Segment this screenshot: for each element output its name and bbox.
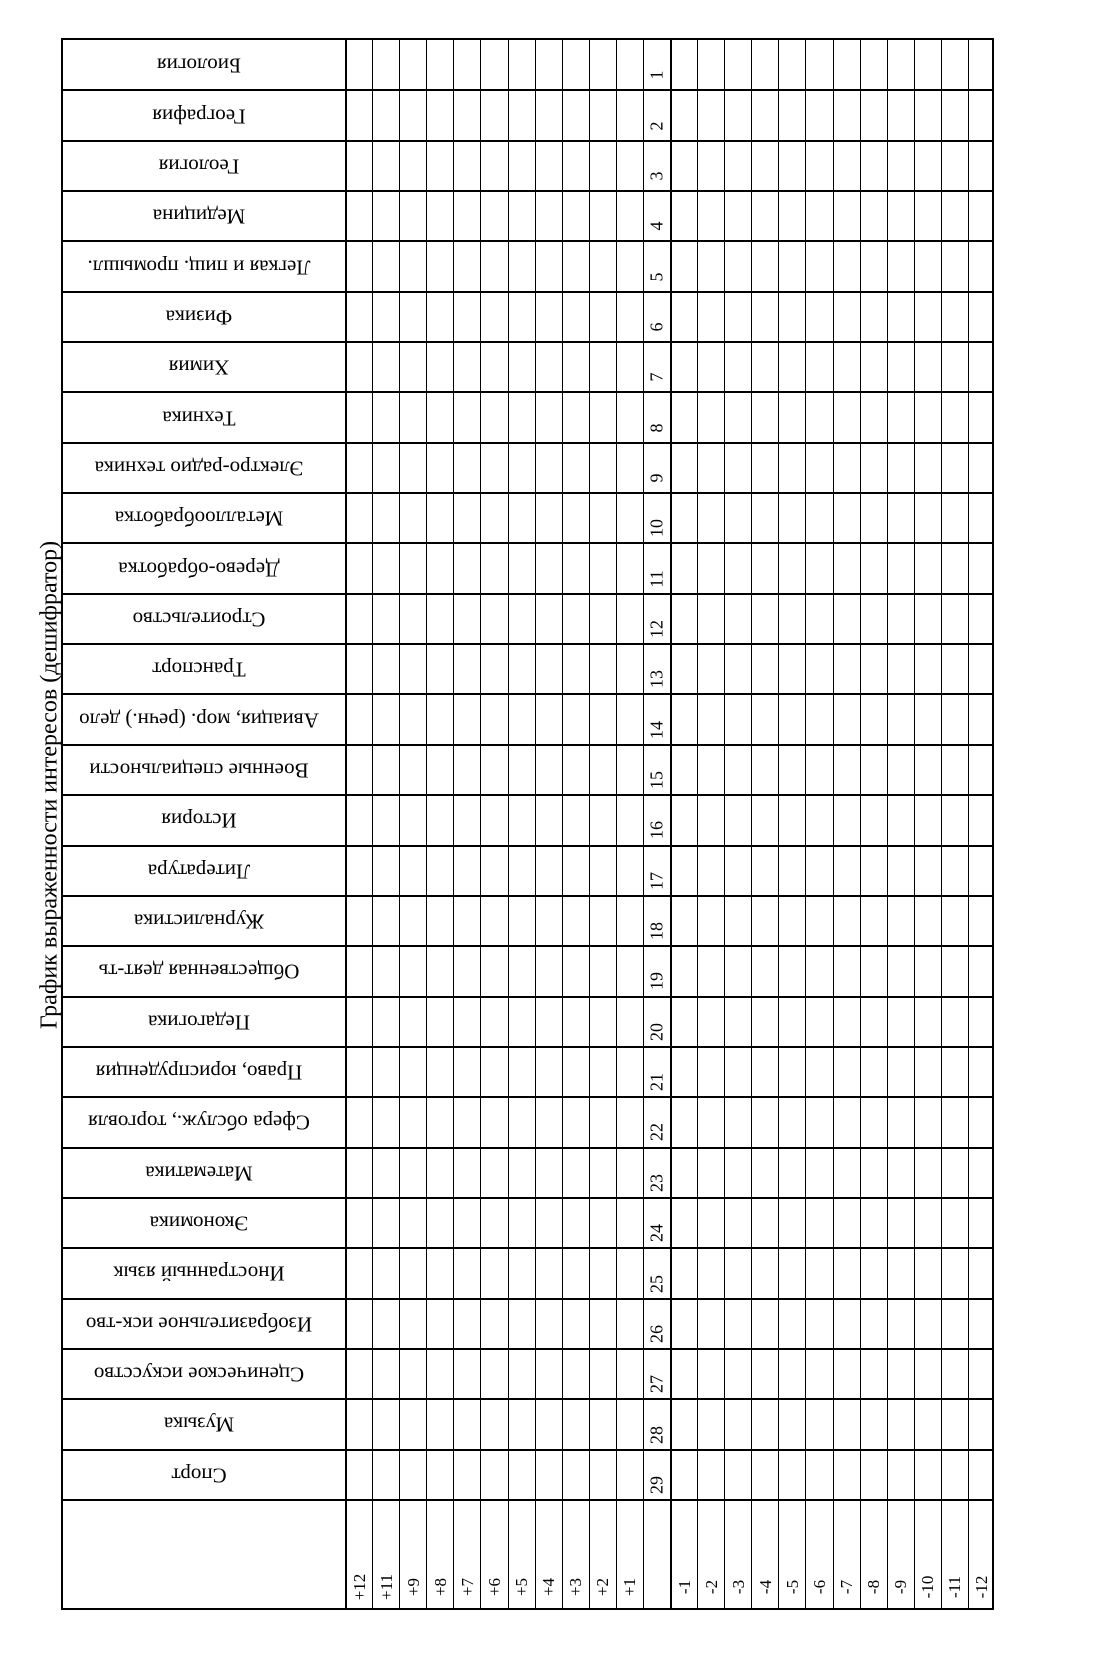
subject-number: 19 [646, 972, 667, 991]
subject-label-cell [63, 493, 346, 543]
subject-number-cell [644, 292, 671, 342]
scale-value-cell [617, 1500, 644, 1612]
column-divider [887, 40, 888, 1608]
subject-label-cell [63, 1148, 346, 1198]
subject-number: 25 [646, 1274, 667, 1293]
subject-number: 24 [646, 1224, 667, 1243]
scale-value-cell [915, 1500, 942, 1612]
subject-label-cell [63, 392, 346, 442]
scale-value-cell [969, 1500, 996, 1612]
scale-value: -10 [918, 1576, 938, 1599]
subject-label: Транспорт [152, 657, 246, 682]
column-divider [399, 40, 400, 1608]
column-divider [616, 40, 617, 1608]
subject-label-cell [63, 1248, 346, 1298]
subject-number-cell [644, 1399, 671, 1449]
scale-value-cell [346, 1500, 373, 1612]
column-divider [480, 40, 481, 1608]
subject-number-cell [644, 40, 671, 90]
subject-label: Строительство [132, 607, 266, 632]
subject-label: Электро-радио техника [94, 456, 304, 481]
subject-number: 10 [646, 519, 667, 538]
scale-value-cell [373, 1500, 400, 1612]
subject-number-cell [644, 1349, 671, 1399]
subject-number: 2 [646, 121, 667, 131]
scale-value: +3 [566, 1578, 586, 1597]
subject-label: Физика [165, 305, 233, 330]
column-divider [805, 40, 806, 1608]
scale-value: -12 [972, 1576, 992, 1599]
subject-number: 17 [646, 871, 667, 890]
subject-label-cell [63, 1047, 346, 1097]
column-divider [453, 40, 454, 1608]
subject-label-cell [63, 644, 346, 694]
subject-number-cell [644, 997, 671, 1047]
subject-number: 11 [646, 570, 667, 588]
scale-value: +1 [620, 1578, 640, 1597]
subject-number-cell [644, 443, 671, 493]
subject-label-cell [63, 846, 346, 896]
subject-number-cell [644, 90, 671, 140]
scale-value: +5 [512, 1578, 532, 1597]
subject-number: 9 [646, 473, 667, 483]
subject-label-cell [63, 745, 346, 795]
subject-label: Химия [168, 355, 230, 380]
subject-number-cell [644, 1047, 671, 1097]
subject-label-cell [63, 141, 346, 191]
subject-label: Военные специальности [89, 758, 309, 783]
subject-label: Сфера обслуж., торговля [87, 1110, 310, 1135]
subject-label-cell [63, 1198, 346, 1248]
subject-number: 1 [646, 70, 667, 80]
scale-value: +8 [430, 1578, 450, 1597]
subject-number: 18 [646, 922, 667, 941]
column-divider [914, 40, 915, 1608]
subject-label: Техника [162, 406, 236, 431]
subject-number-cell [644, 644, 671, 694]
column-divider [372, 40, 373, 1608]
scale-value: +11 [376, 1574, 396, 1601]
scale-value: -11 [945, 1576, 965, 1599]
subject-label: Спорт [171, 1463, 227, 1488]
subject-label: История [161, 808, 237, 833]
subject-number: 27 [646, 1375, 667, 1394]
subject-label-cell [63, 1299, 346, 1349]
scale-value: -2 [701, 1580, 721, 1595]
scale-value: +6 [484, 1578, 504, 1597]
subject-label: Иностранный язык [113, 1261, 285, 1286]
subject-label: Медицина [152, 204, 246, 229]
scale-value-cell [400, 1500, 427, 1612]
scale-value: -1 [674, 1580, 694, 1595]
subject-label: Легкая и пищ. промышл. [87, 255, 311, 280]
subject-label-cell [63, 443, 346, 493]
subject-label-cell [63, 40, 346, 90]
scale-value-cell [481, 1500, 508, 1612]
subject-number-cell [644, 392, 671, 442]
subject-number-cell [644, 896, 671, 946]
scale-value-cell [536, 1500, 563, 1612]
scale-value-cell [509, 1500, 536, 1612]
subject-label-cell [63, 543, 346, 593]
subject-number: 28 [646, 1425, 667, 1444]
scale-value-cell [590, 1500, 617, 1612]
subject-number: 3 [646, 171, 667, 181]
column-divider [941, 40, 942, 1608]
scale-value: +4 [539, 1578, 559, 1597]
column-divider [724, 40, 725, 1608]
subject-number-cell [644, 1450, 671, 1500]
subject-label: География [152, 104, 246, 129]
subject-label-cell [63, 241, 346, 291]
subject-label-cell [63, 342, 346, 392]
subject-number: 6 [646, 322, 667, 332]
column-divider [697, 40, 698, 1608]
subject-number: 8 [646, 423, 667, 433]
subject-label: Общественная деят-ть [98, 959, 300, 984]
subject-label: Биология [156, 53, 241, 78]
subject-label-cell [63, 896, 346, 946]
subject-label: Изобразительное иск-тво [85, 1312, 312, 1337]
subject-label-cell [63, 292, 346, 342]
subject-label: Музыка [163, 1412, 234, 1437]
subject-number-cell [644, 594, 671, 644]
scale-value: -9 [891, 1580, 911, 1595]
scale-value: -7 [837, 1580, 857, 1595]
scale-value: -6 [809, 1580, 829, 1595]
subject-number-cell [644, 745, 671, 795]
column-divider [968, 40, 969, 1608]
interest-chart-grid [61, 38, 994, 1610]
subject-number: 4 [646, 221, 667, 231]
subject-number: 7 [646, 372, 667, 382]
column-divider [589, 40, 590, 1608]
scale-value-cell [427, 1500, 454, 1612]
subject-label-cell [63, 90, 346, 140]
subject-number-cell [644, 1198, 671, 1248]
page-title-text: График выраженности интересов (дешифратор) [36, 540, 63, 1030]
subject-label: Право, юриспруденция [95, 1060, 303, 1085]
subject-number: 22 [646, 1123, 667, 1142]
subject-label: Металлообработка [114, 506, 284, 531]
scale-value-cell [806, 1500, 833, 1612]
subject-number: 16 [646, 821, 667, 840]
scale-value-cell [834, 1500, 861, 1612]
scale-value: -5 [782, 1580, 802, 1595]
subject-label-cell [63, 997, 346, 1047]
scale-value: -4 [755, 1580, 775, 1595]
subject-label-cell [63, 1097, 346, 1147]
scale-value-cell [725, 1500, 752, 1612]
scale-value-cell [644, 1500, 671, 1612]
subject-label-cell [63, 1450, 346, 1500]
subject-label: Педагогика [147, 1010, 250, 1035]
subject-number: 12 [646, 620, 667, 639]
subject-label-cell [63, 1349, 346, 1399]
subject-number-cell [644, 141, 671, 191]
subject-number: 15 [646, 771, 667, 790]
column-divider [426, 40, 427, 1608]
scale-value-cell [861, 1500, 888, 1612]
subject-number-cell [644, 1097, 671, 1147]
scale-value-cell [752, 1500, 779, 1612]
column-divider [833, 40, 834, 1608]
subject-number-cell [644, 191, 671, 241]
subject-label: Литература [147, 859, 251, 884]
subject-label: Экономика [149, 1211, 249, 1236]
subject-number: 5 [646, 272, 667, 282]
scale-value-cell [671, 1500, 698, 1612]
subject-label-cell [63, 191, 346, 241]
subject-number: 14 [646, 720, 667, 739]
subject-number-cell [644, 342, 671, 392]
scale-value-cell [779, 1500, 806, 1612]
subject-label-cell [63, 694, 346, 744]
subject-label-cell [63, 594, 346, 644]
subject-label: Сценическое искусство [93, 1362, 304, 1387]
column-divider [751, 40, 752, 1608]
subject-number-cell [644, 1248, 671, 1298]
scale-value-cell [454, 1500, 481, 1612]
subject-label: Дерево-обработка [118, 557, 280, 582]
column-divider [778, 40, 779, 1608]
subject-label: Математика [145, 1161, 253, 1186]
subject-number-cell [644, 493, 671, 543]
subject-label-cell [63, 795, 346, 845]
subject-number: 29 [646, 1475, 667, 1494]
subject-number-cell [644, 1299, 671, 1349]
subject-label: Журналистика [133, 909, 264, 934]
column-divider [535, 40, 536, 1608]
subject-number: 20 [646, 1022, 667, 1041]
subject-label: Геология [158, 154, 240, 179]
scale-value-cell [563, 1500, 590, 1612]
subject-label: Авиация, мор. (речн.) дело [79, 708, 319, 733]
subject-number: 26 [646, 1324, 667, 1343]
scale-value: +12 [349, 1574, 369, 1601]
subject-number: 21 [646, 1073, 667, 1092]
subject-number-cell [644, 543, 671, 593]
scale-value-cell [888, 1500, 915, 1612]
column-divider [562, 40, 563, 1608]
scale-value-cell [698, 1500, 725, 1612]
scale-value: -8 [864, 1580, 884, 1595]
scale-value: +2 [593, 1578, 613, 1597]
subject-number: 23 [646, 1173, 667, 1192]
subject-number-cell [644, 946, 671, 996]
scale-value: +9 [403, 1578, 423, 1597]
column-divider [508, 40, 509, 1608]
subject-number-cell [644, 694, 671, 744]
subject-number-cell [644, 241, 671, 291]
subject-number-cell [644, 795, 671, 845]
column-divider [860, 40, 861, 1608]
subject-label-cell [63, 1399, 346, 1449]
scale-value-cell [942, 1500, 969, 1612]
subject-label-cell [63, 946, 346, 996]
subject-number: 13 [646, 670, 667, 689]
scale-value: +7 [457, 1578, 477, 1597]
subject-number-cell [644, 1148, 671, 1198]
scale-value: -3 [728, 1580, 748, 1595]
subject-number-cell [644, 846, 671, 896]
